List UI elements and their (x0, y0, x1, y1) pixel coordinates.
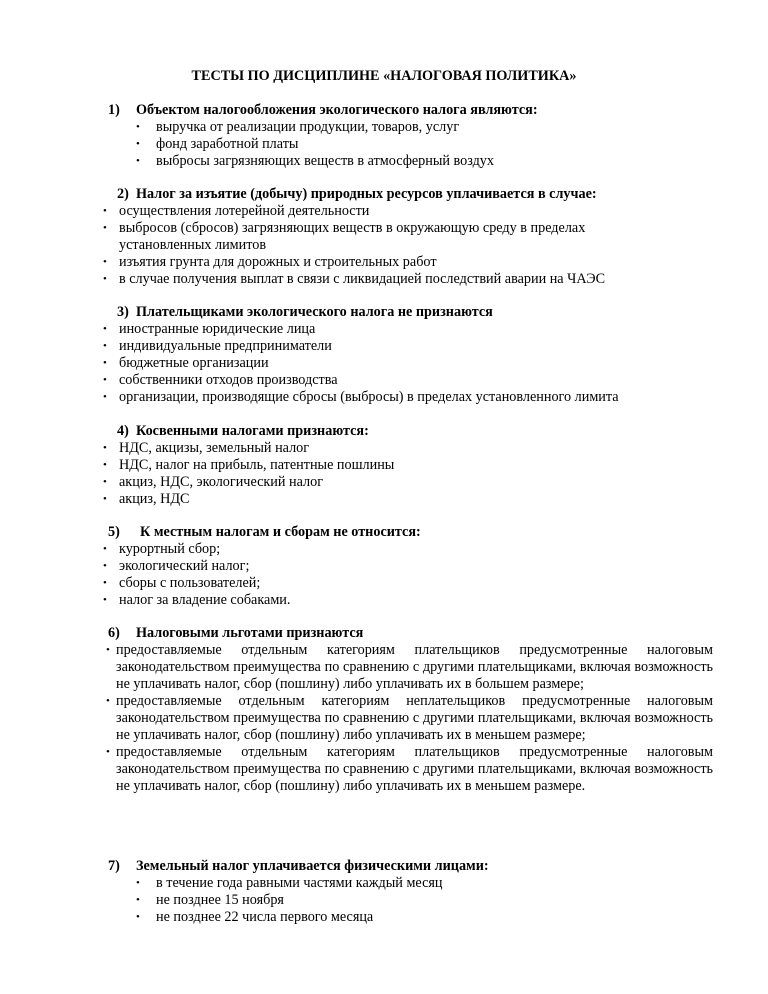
answer-text: акциз, НДС, экологический налог (119, 474, 324, 490)
answer-option (136, 136, 676, 153)
answer-text: индивидуальные предприниматели (119, 338, 332, 354)
question-5 (0, 524, 768, 609)
answer-text: выбросы загрязняющих веществ в атмосферный воздух (156, 153, 494, 169)
question-3-header (0, 304, 768, 321)
answer-text: предоставляемые отдельным категориям плательщиков предусмотренные налоговым законодательством преимущества по сравнению с другими плательщиками, включая возможность не уплачивать налог, сбор (пошлину) либо уплачивать их в меньшем размере. (116, 744, 713, 794)
bullet-icon: • (103, 323, 107, 335)
bullet-icon: • (136, 894, 140, 906)
bullet-icon: • (103, 357, 107, 369)
bullet-icon: • (103, 391, 107, 403)
answer-option (103, 271, 654, 288)
answer-text: фонд заработной платы (156, 136, 299, 152)
answer-option (103, 491, 719, 508)
answer-text: организации, производящие сбросы (выбросы) в пределах установленного лимита (119, 389, 619, 405)
answer-option (103, 457, 719, 474)
bullet-icon: • (106, 644, 110, 656)
answer-text: налог за владение собаками. (119, 592, 291, 608)
answer-text: экологический налог; (119, 558, 250, 574)
answer-option (106, 642, 713, 693)
bullet-icon: • (136, 155, 140, 167)
question-7-header (0, 858, 768, 875)
answer-text: изъятия грунта для дорожных и строительных работ (119, 254, 437, 270)
bullet-icon: • (136, 911, 140, 923)
answer-text: бюджетные организации (119, 355, 269, 371)
answer-option (136, 153, 676, 170)
answer-text: не позднее 15 ноября (156, 892, 284, 908)
answer-option (103, 592, 719, 609)
answer-option (136, 875, 676, 892)
question-number: 3) (117, 304, 129, 320)
answer-option (103, 440, 719, 457)
question-text: Налог за изъятие (добычу) природных ресурсов уплачивается в случае: (136, 186, 597, 202)
answer-option (103, 203, 654, 220)
answer-option (103, 575, 719, 592)
question-text: Плательщиками экологического налога не признаются (136, 304, 493, 320)
question-1-header (0, 102, 768, 119)
question-text: Косвенными налогами признаются: (136, 423, 369, 439)
question-1 (0, 102, 768, 170)
question-7 (0, 858, 768, 926)
answer-text: предоставляемые отдельным категориям неплательщиков предусмотренные налоговым законодательством преимущества по сравнению с другими плательщиками, включая возможность не уплачивать налог, сбор (пошлину) либо уплачивать их в меньшем размере; (116, 693, 713, 743)
bullet-icon: • (103, 476, 107, 488)
question-text: К местным налогам и сборам не относится: (140, 524, 421, 540)
answer-text: выбросов (сбросов) загрязняющих веществ в окружающую среду в пределах установленных лимитов (119, 220, 586, 253)
answer-text: курортный сбор; (119, 541, 221, 557)
question-6-header (0, 625, 768, 642)
bullet-icon: • (136, 138, 140, 150)
answer-text: НДС, налог на прибыль, патентные пошлины (119, 457, 395, 473)
question-number: 4) (117, 423, 129, 439)
bullet-icon: • (103, 594, 107, 606)
answer-option (103, 372, 719, 389)
answer-option (106, 744, 713, 795)
question-text: Земельный налог уплачивается физическими лицами: (136, 858, 489, 874)
question-text: Налоговыми льготами признаются (136, 625, 364, 641)
bullet-icon: • (103, 459, 107, 471)
question-4 (0, 423, 768, 508)
question-number: 1) (108, 102, 120, 118)
answer-option (106, 693, 713, 744)
question-2 (0, 186, 768, 288)
answer-text: в течение года равными частями каждый месяц (156, 875, 443, 891)
bullet-icon: • (103, 256, 107, 268)
answer-option (103, 389, 719, 406)
bullet-icon: • (103, 273, 107, 285)
bullet-icon: • (103, 205, 107, 217)
answer-option (103, 541, 719, 558)
answer-text: иностранные юридические лица (119, 321, 316, 337)
bullet-icon: • (136, 877, 140, 889)
answer-text: НДС, акцизы, земельный налог (119, 440, 310, 456)
bullet-icon: • (103, 577, 107, 589)
answer-option (103, 321, 719, 338)
question-6 (0, 625, 768, 795)
bullet-icon: • (103, 442, 107, 454)
question-number: 6) (108, 625, 120, 641)
answer-option (103, 220, 654, 254)
answer-text: не позднее 22 числа первого месяца (156, 909, 374, 925)
answer-text: выручка от реализации продукции, товаров, услуг (156, 119, 460, 135)
question-2-header (0, 186, 768, 203)
question-number: 2) (117, 186, 129, 202)
bullet-icon: • (103, 222, 107, 234)
question-5-header (0, 524, 768, 541)
bullet-icon: • (103, 493, 107, 505)
bullet-icon: • (106, 695, 110, 707)
document-title: ТЕСТЫ ПО ДИСЦИПЛИНЕ «НАЛОГОВАЯ ПОЛИТИКА» (191, 68, 577, 84)
question-number: 7) (108, 858, 120, 874)
answer-text: акциз, НДС (119, 491, 190, 507)
answer-option (103, 355, 719, 372)
answer-text: собственники отходов производства (119, 372, 338, 388)
answer-text: осуществления лотерейной деятельности (119, 203, 370, 219)
bullet-icon: • (136, 121, 140, 133)
answer-option (103, 254, 654, 271)
answer-text: предоставляемые отдельным категориям плательщиков предусмотренные налоговым законодательством преимущества по сравнению с другими плательщиками, включая возможность не уплачивать налог, сбор (пошлину) либо уплачивать их в большем размере; (116, 642, 713, 692)
answer-text: в случае получения выплат в связи с ликвидацией последствий аварии на ЧАЭС (119, 271, 606, 287)
question-number: 5) (108, 524, 120, 540)
bullet-icon: • (106, 746, 110, 758)
answer-option (136, 119, 676, 136)
answer-option (103, 338, 719, 355)
bullet-icon: • (103, 543, 107, 555)
bullet-icon: • (103, 560, 107, 572)
bullet-icon: • (103, 374, 107, 386)
answer-option (136, 892, 676, 909)
bullet-icon: • (103, 340, 107, 352)
question-3 (0, 304, 768, 406)
answer-option (103, 474, 719, 491)
answer-option (136, 909, 676, 926)
question-4-header (0, 423, 768, 440)
question-text: Объектом налогообложения экологического налога являются: (136, 102, 538, 118)
answer-text: сборы с пользователей; (119, 575, 261, 591)
answer-option (103, 558, 719, 575)
